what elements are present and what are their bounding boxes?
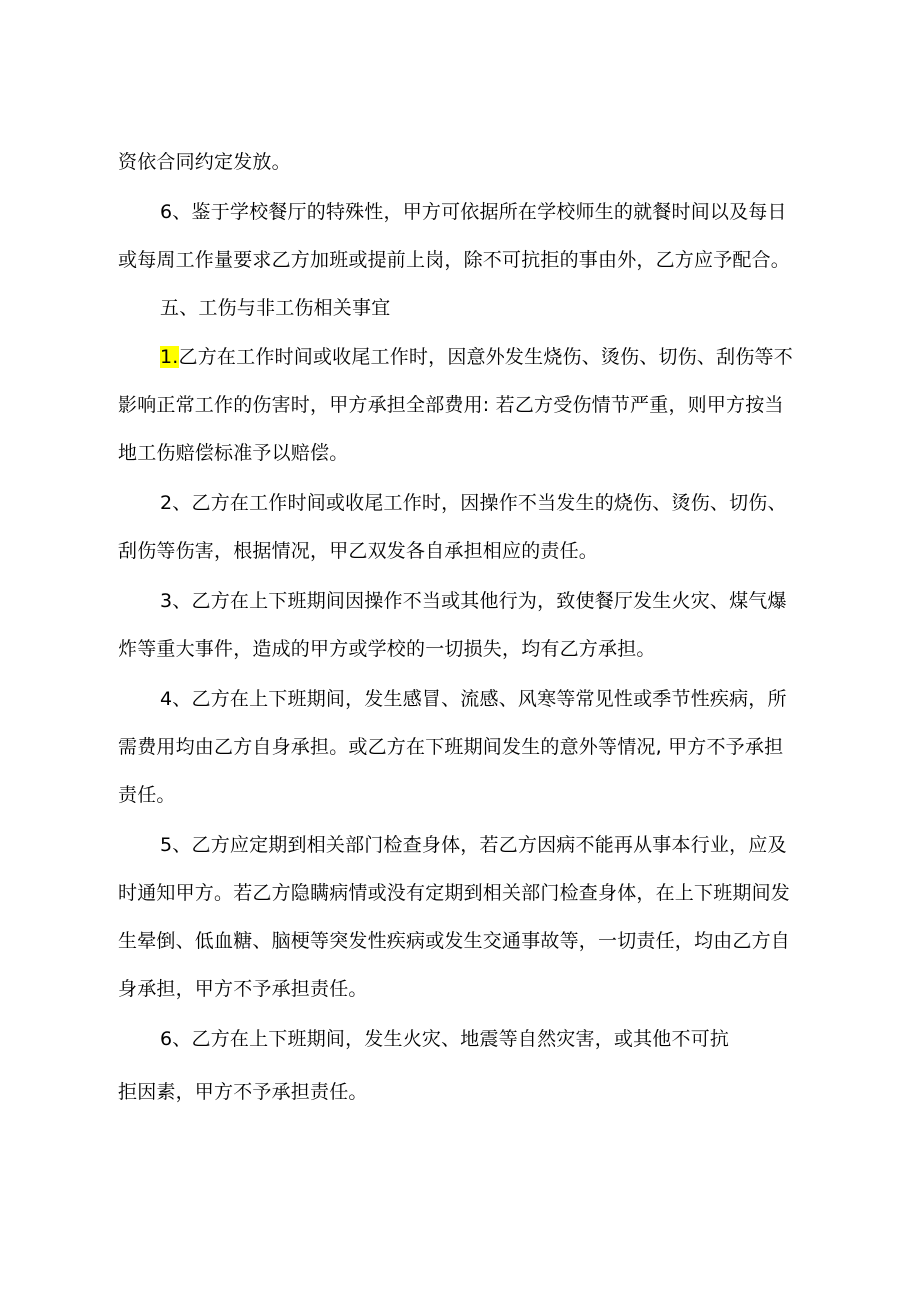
text-line: 责任。 bbox=[118, 784, 176, 806]
highlighted-number: 1. bbox=[160, 346, 179, 368]
text-line: 2、乙方在工作时间或收尾工作时，因操作不当发生的烧伤、烫伤、切伤、 bbox=[160, 492, 787, 514]
text-line: 地工伤赔偿标准予以赔偿。 bbox=[118, 442, 349, 464]
text-line: 生晕倒、低血糖、脑梗等突发性疾病或发生交通事故等，一切责任，均由乙方自 bbox=[118, 930, 791, 952]
section-heading: 五、工伤与非工伤相关事宜 bbox=[160, 297, 391, 319]
text-line: 炸等重大事件，造成的甲方或学校的一切损失，均有乙方承担。 bbox=[118, 638, 656, 660]
text-line: 5、乙方应定期到相关部门检查身体，若乙方因病不能再从事本行业，应及 bbox=[160, 834, 787, 856]
text-line: 刮伤等伤害，根据情况，甲乙双发各自承担相应的责任。 bbox=[118, 540, 599, 562]
text-line: 拒因素，甲方不予承担责任。 bbox=[118, 1081, 368, 1103]
text-line: 6、乙方在上下班期间，发生火灾、地震等自然灾害，或其他不可抗 bbox=[160, 1028, 730, 1050]
text-line: 6、鉴于学校餐厅的特殊性，甲方可依据所在学校师生的就餐时间以及每日 bbox=[160, 201, 787, 223]
text-line: 身承担，甲方不予承担责任。 bbox=[118, 978, 368, 1000]
text-segment: 乙方在工作时间或收尾工作时，因意外发生烧伤、烫伤、切伤、刮伤等不 bbox=[178, 346, 793, 368]
text-line: 3、乙方在上下班期间因操作不当或其他行为，致使餐厅发生火灾、煤气爆 bbox=[160, 590, 787, 612]
text-line: 时通知甲方。若乙方隐瞒病情或没有定期到相关部门检查身体，在上下班期间发 bbox=[118, 882, 791, 904]
text-line: 需费用均由乙方自身承担。或乙方在下班期间发生的意外等情况, 甲方不予承担 bbox=[118, 736, 784, 758]
text-line-numbered bbox=[160, 345, 793, 369]
text-line: 影响正常工作的伤害时，甲方承担全部费用: 若乙方受伤情节严重，则甲方按当 bbox=[118, 394, 784, 416]
text-line: 资依合同约定发放。 bbox=[118, 151, 291, 173]
text-line: 4、乙方在上下班期间，发生感冒、流感、风寒等常见性或季节性疾病，所 bbox=[160, 688, 787, 710]
text-line: 或每周工作量要求乙方加班或提前上岗，除不可抗拒的事由外，乙方应予配合。 bbox=[118, 249, 791, 271]
